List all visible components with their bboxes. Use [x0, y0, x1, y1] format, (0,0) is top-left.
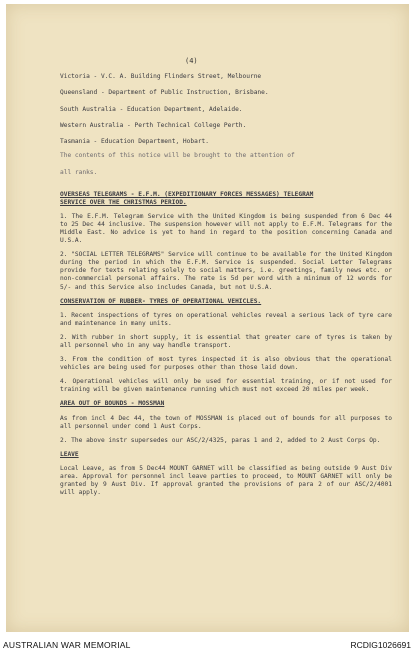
paragraph: 3. From the condition of most tyres inspected it is also obvious that the operational vehicles are being used for purposes other than those laid down.	[60, 356, 392, 372]
paragraph: 2. The above instr supersedes our ASC/2/4325, paras 1 and 2, added to 2 Aust Corps Op.	[60, 436, 381, 444]
section-heading-telegrams: OVERSEAS TELEGRAMS - E.F.M. (EXPEDITIONARY FORCES MESSAGES) TELEGRAM	[60, 190, 314, 198]
paragraph: Local Leave, as from 5 Dec44 MOUNT GARNET will be classified as being outside 9 Aust Div area. Approval for personnel incl leave parties to proceed, to MOUNT GARNET will only be granted by 9 Aust Div. If approval granted the provisions of para 2 of our ASC/2/4001 will apply.	[60, 464, 392, 497]
document-body	[60, 73, 392, 497]
record-id: RCDIG1026691	[350, 640, 411, 650]
paragraph: 2. With rubber in short supply, it is essential that greater care of tyres is taken by all personnel who in any way handle transport.	[60, 333, 392, 349]
paragraph: 1. The E.F.M. Telegram Service with the United Kingdom is being suspended from 6 Dec 44 to 25 Dec 44 inclusive. The suspension however will not apply to E.F.M. Telegrams for the Middle East. No advice is yet to hand in regard to the position concerning Canada and U.S.A.	[60, 212, 392, 245]
notice-line: all ranks.	[60, 168, 98, 176]
paragraph: 4. Operational vehicles will only be used for essential training, or if not used for training will be given maintenance running which must not exceed 20 miles per week.	[60, 378, 392, 394]
notice-line: The contents of this notice will be brought to the attention of	[60, 152, 295, 160]
section-heading-telegrams-line2: SERVICE OVER THE CHRISTMAS PERIOD.	[60, 198, 187, 206]
address-line: Tasmania - Education Department, Hobart.	[60, 138, 210, 146]
page-number: (4)	[185, 57, 198, 65]
paragraph: As from incl 4 Dec 44, the town of MOSSMAN is placed out of bounds for all purposes to all personnel under comd 1 Aust Corps.	[60, 414, 392, 430]
archive-footer	[0, 634, 416, 654]
section-heading-tyres: CONSERVATION OF RUBBER- TYRES OF OPERATIONAL VEHICLES.	[60, 297, 262, 305]
paragraph: 1. Recent inspections of tyres on operational vehicles reveal a serious lack of tyre care and maintenance in many units.	[60, 311, 392, 327]
address-line: South Australia - Education Department, Adelaide.	[60, 105, 243, 113]
archive-name: AUSTRALIAN WAR MEMORIAL	[3, 640, 131, 650]
paragraph: 2. "SOCIAL LETTER TELEGRAMS" Service will continue to be available for the United Kingdom during the period in which the E.F.M. Service is suspended. Social Letter Telegrams provide for texts relating solely to social matters, i.e. greetings, family news etc. or non-commercial personal affairs. The rate is 5d per word with a minimum of 12 words for 5/- and this Service also includes Canada, but not U.S.A.	[60, 251, 392, 291]
section-heading-bounds: AREA OUT OF BOUNDS - MOSSMAN	[60, 400, 165, 408]
address-line: Victoria - V.C. A. Building Flinders Street, Melbourne	[60, 73, 262, 80]
address-line: Queensland - Department of Public Instruction, Brisbane.	[60, 89, 269, 97]
address-line: Western Australia - Perth Technical College Perth.	[60, 121, 247, 129]
section-heading-leave: LEAVE	[60, 450, 79, 458]
